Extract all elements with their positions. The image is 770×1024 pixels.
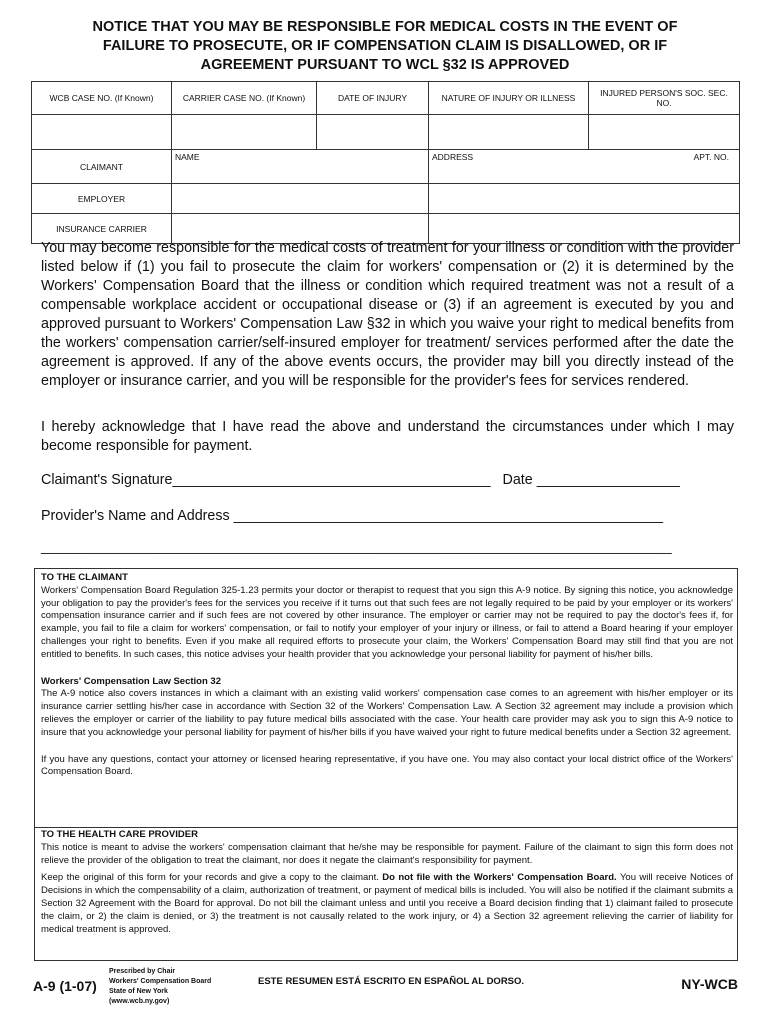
form-footer	[33, 970, 738, 1010]
claimant-address-field[interactable]	[429, 150, 740, 184]
ssn-field[interactable]	[589, 115, 740, 150]
provider-row	[41, 508, 663, 524]
claimant-section-text: Workers' Compensation Board Regulation 325-1.23 permits your doctor or therapist to request that you sign this A-9 notice. By signing this notice, you acknowledge your obligation to pay the provider's fees for the services you receive if it turns out that such fees are not legally required to be paid by your employer or its workers' compensation insurance carrier and if such fees are not covered by other insurance. The employer or carrier may not be required to pay the doctor's fees if, for example, you fail to file a claim for workers' compensation, or fail to notify your employer of your injury or illness, or fail to attend a Board hearing if your employer challenges your right to benefits. Even if you make all required efforts to prosecute your claim, the Workers' Compensation Board may still find that you are not entitled to benefits. In such cases, this notice advises your health provider that you acknowledge your personal liability for payment of his/her bills.	[41, 584, 733, 660]
instructions-box	[34, 568, 738, 961]
address-label: ADDRESS	[432, 152, 474, 162]
section-divider	[35, 827, 737, 828]
signature-label: Claimant's Signature	[41, 472, 173, 488]
section-32-heading: Workers' Compensation Law Section 32	[41, 675, 221, 687]
signature-line[interactable]: ________________________________________	[172, 472, 491, 488]
acknowledgment-paragraph: I hereby acknowledge that I have read the above and understand the circumstances under which I may become responsible for payment.	[41, 419, 734, 454]
provider-section-heading: TO THE HEALTH CARE PROVIDER	[41, 829, 198, 840]
wcb-case-no-field[interactable]	[32, 115, 172, 150]
spanish-note: ESTE RESUMEN ESTÁ ESCRITO EN ESPAÑOL AL DORSO.	[258, 976, 525, 987]
nature-of-injury-field[interactable]	[429, 115, 589, 150]
carrier-case-no-header: CARRIER CASE NO. (If Known)	[172, 82, 317, 115]
ssn-header: INJURED PERSON'S SOC. SEC. NO.	[589, 82, 740, 115]
title-line-3: AGREEMENT PURSUANT TO WCL §32 IS APPROVED	[200, 57, 570, 73]
carrier-case-no-field[interactable]	[172, 115, 317, 150]
questions-text: If you have any questions, contact your attorney or licensed hearing representative, if you have one. You may also contact your local district office of the Workers' Compensation Board.	[41, 753, 733, 778]
employer-label: EMPLOYER	[32, 184, 172, 214]
liability-paragraph: You may become responsible for the medical costs of treatment for your illness or condition with the provider listed below if (1) you fail to prosecute the claim for workers' compensation or (2) it is determined by the Workers' Compensation Board that the illness or condition which required treatment was not a result of a compensable workplace accident or occupational disease or (3) if an agreement is executed by you and approved pursuant to Workers' Compensation Law §32 in which you waive your right to medical benefits from the workers' compensation carrier/self-insured employer for treatment/ services performed after the date the agreement is approved. If any of the above events occurs, the provider may bill you directly instead of the employer or insurance carrier, and you will be responsible for the provider's fees for services rendered.	[41, 240, 734, 389]
claimant-label: CLAIMANT	[32, 150, 172, 184]
title-line-2: FAILURE TO PROSECUTE, OR IF COMPENSATION CLAIM IS DISALLOWED, OR IF	[102, 38, 668, 54]
provider-section	[41, 829, 733, 936]
employer-name-field[interactable]	[172, 184, 429, 214]
provider-section-text: This notice is meant to advise the workers' compensation claimant that he/she may be responsible for payment. Failure of the claimant to sign this form does not relieve the provider of the obligation to treat the claimant, nor does it negate the claimant's responsibility for payment.	[41, 841, 733, 866]
agency-code: NY-WCB	[681, 976, 738, 992]
form-id: A-9 (1-07)	[33, 978, 97, 994]
signature-row	[41, 472, 680, 488]
name-label: NAME	[175, 152, 200, 162]
claimant-name-field[interactable]	[172, 150, 429, 184]
apt-no-label: APT. NO.	[693, 152, 729, 162]
prescribed-by: Prescribed by Chair Workers' Compensation Board State of New York (www.wcb.ny.gov)	[109, 968, 212, 1005]
case-info-table	[31, 81, 740, 244]
section-32-text: The A-9 notice also covers instances in which a claimant with an existing valid workers' compensation case comes to an agreement with his/her employer or its insurance carrier settling his/her case in accordance with Section 32 of the Workers' Compensation Law. A Section 32 agreement may include a provision which relieves the employer or carrier of the liability to pay future medical bills associated with the case. Your health care provider may ask you to sign this A-9 notice to insure that you acknowledge your personal liability for payment of his/her bills if you have waived your right to future medical benefits under a Section 32 agreement.	[41, 688, 733, 738]
date-of-injury-field[interactable]	[317, 115, 429, 150]
claimant-section	[41, 572, 733, 779]
claimant-section-heading: TO THE CLAIMANT	[41, 572, 128, 583]
insurance-carrier-label: INSURANCE CARRIER	[32, 214, 172, 244]
date-label: Date	[502, 472, 533, 488]
do-not-file-notice: Do not file with the Workers' Compensation Board.	[382, 872, 617, 884]
provider-address-line[interactable]: _______________________________________________________________________________	[41, 538, 672, 554]
title-line-1: NOTICE THAT YOU MAY BE RESPONSIBLE FOR MEDICAL COSTS IN THE EVENT OF	[92, 19, 678, 35]
form-title	[60, 18, 710, 75]
date-line[interactable]: __________________	[536, 472, 680, 488]
employer-address-field[interactable]	[429, 184, 740, 214]
provider-label: Provider's Name and Address	[41, 508, 230, 524]
nature-of-injury-header: NATURE OF INJURY OR ILLNESS	[429, 82, 589, 115]
provider-line[interactable]: ______________________________________________________	[233, 508, 664, 524]
date-of-injury-header: DATE OF INJURY	[317, 82, 429, 115]
wcb-case-no-header: WCB CASE NO. (If Known)	[32, 82, 172, 115]
keep-original-text: Keep the original of this form for your records and give a copy to the claimant. Do not file with the Workers' Compensation Board. You will receive Notices of Decisions in which the compensability of a claim, authorization of treatment, or payment of medical bills is included. You will also be notified if the claimant submits a Section 32 Agreement with the Board for approval. Do not bill the claimant unless and until you receive a Board decision finding that 1) claimant failed to prosecute the claim, or 2) the claim is denied, or 3) the treatment is not causally related to the work injury, or 4) a Section 32 agreement relieving the carrier of liability for medical treatment is approved.	[41, 872, 734, 935]
